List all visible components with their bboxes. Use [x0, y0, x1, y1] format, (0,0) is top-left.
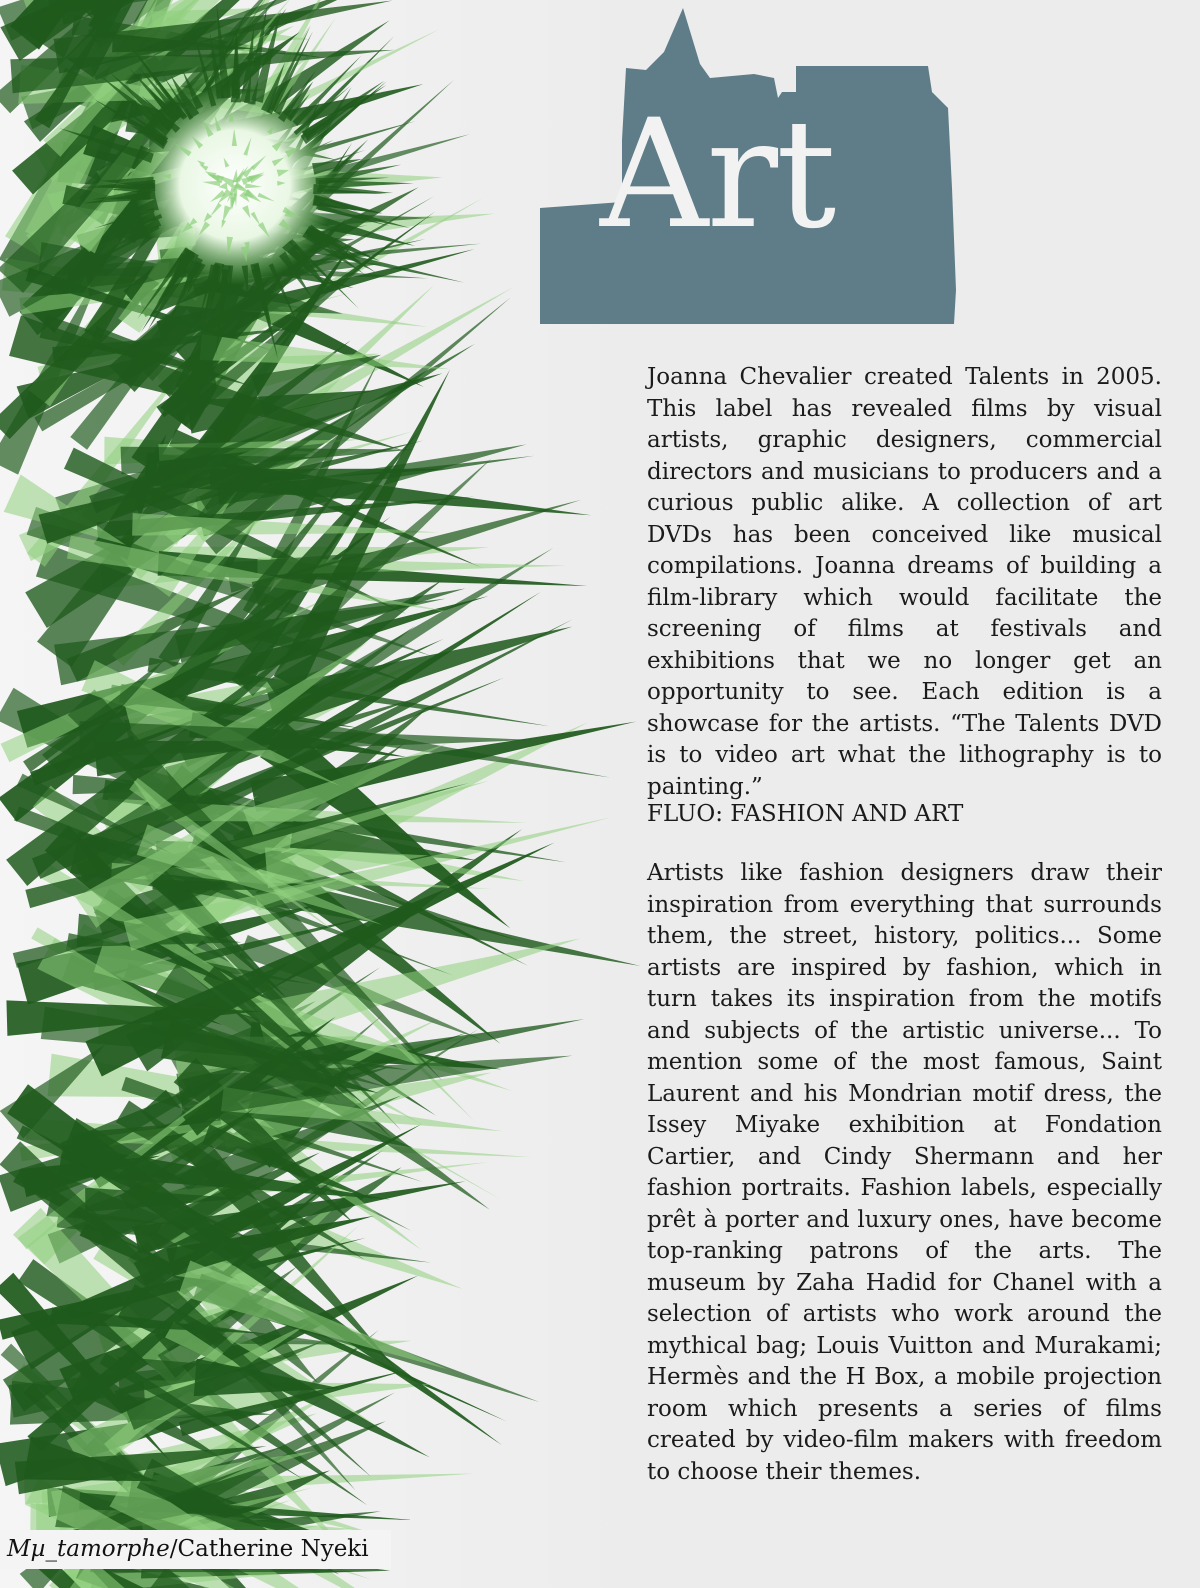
caption-separator: / — [169, 1536, 178, 1562]
caption-work-title: Mµ_tamorphe — [7, 1536, 170, 1562]
page-title: Art — [600, 88, 835, 262]
section-heading: FLUO: FASHION AND ART — [647, 801, 964, 827]
image-credit-caption — [0, 1530, 391, 1569]
intro-paragraph: Joanna Chevalier created Talents in 2005. This label has revealed films by visual artists, graphic designers, commercial directors and musicians to producers and a curious public alike. A collection of art DVDs has been conceived like musical compilations. Joanna dreams of building a film-library which would facilitate the screening of films at festivals and exhibitions that we no longer get an opportunity to see. Each edition is a showcase for the artists. “The Talents DVD is to video art what the lithography is to painting.” — [647, 364, 1162, 800]
body-paragraph: Artists like fashion designers draw their inspiration from everything that surrounds them, the street, history, politics... Some artists are inspired by fashion, which in turn takes its inspiration from the motifs and subjects of the artistic universe... To mention some of the most famous, Saint Laurent and his Mondrian motif dress, the Issey Miyake exhibition at Fondation Cartier, and Cindy Shermann and her fashion portraits. Fashion labels, especially prêt à porter and luxury ones, have become top-ranking patrons of the arts. The museum by Zaha Hadid for Chanel with a selection of artists who work around the mythical bag; Louis Vuitton and Murakami; Hermès and the H Box, a mobile projection room which presents a series of films created by video-film makers with freedom to choose their themes. — [647, 860, 1162, 1485]
caption-artist: Catherine Nyeki — [177, 1536, 369, 1562]
